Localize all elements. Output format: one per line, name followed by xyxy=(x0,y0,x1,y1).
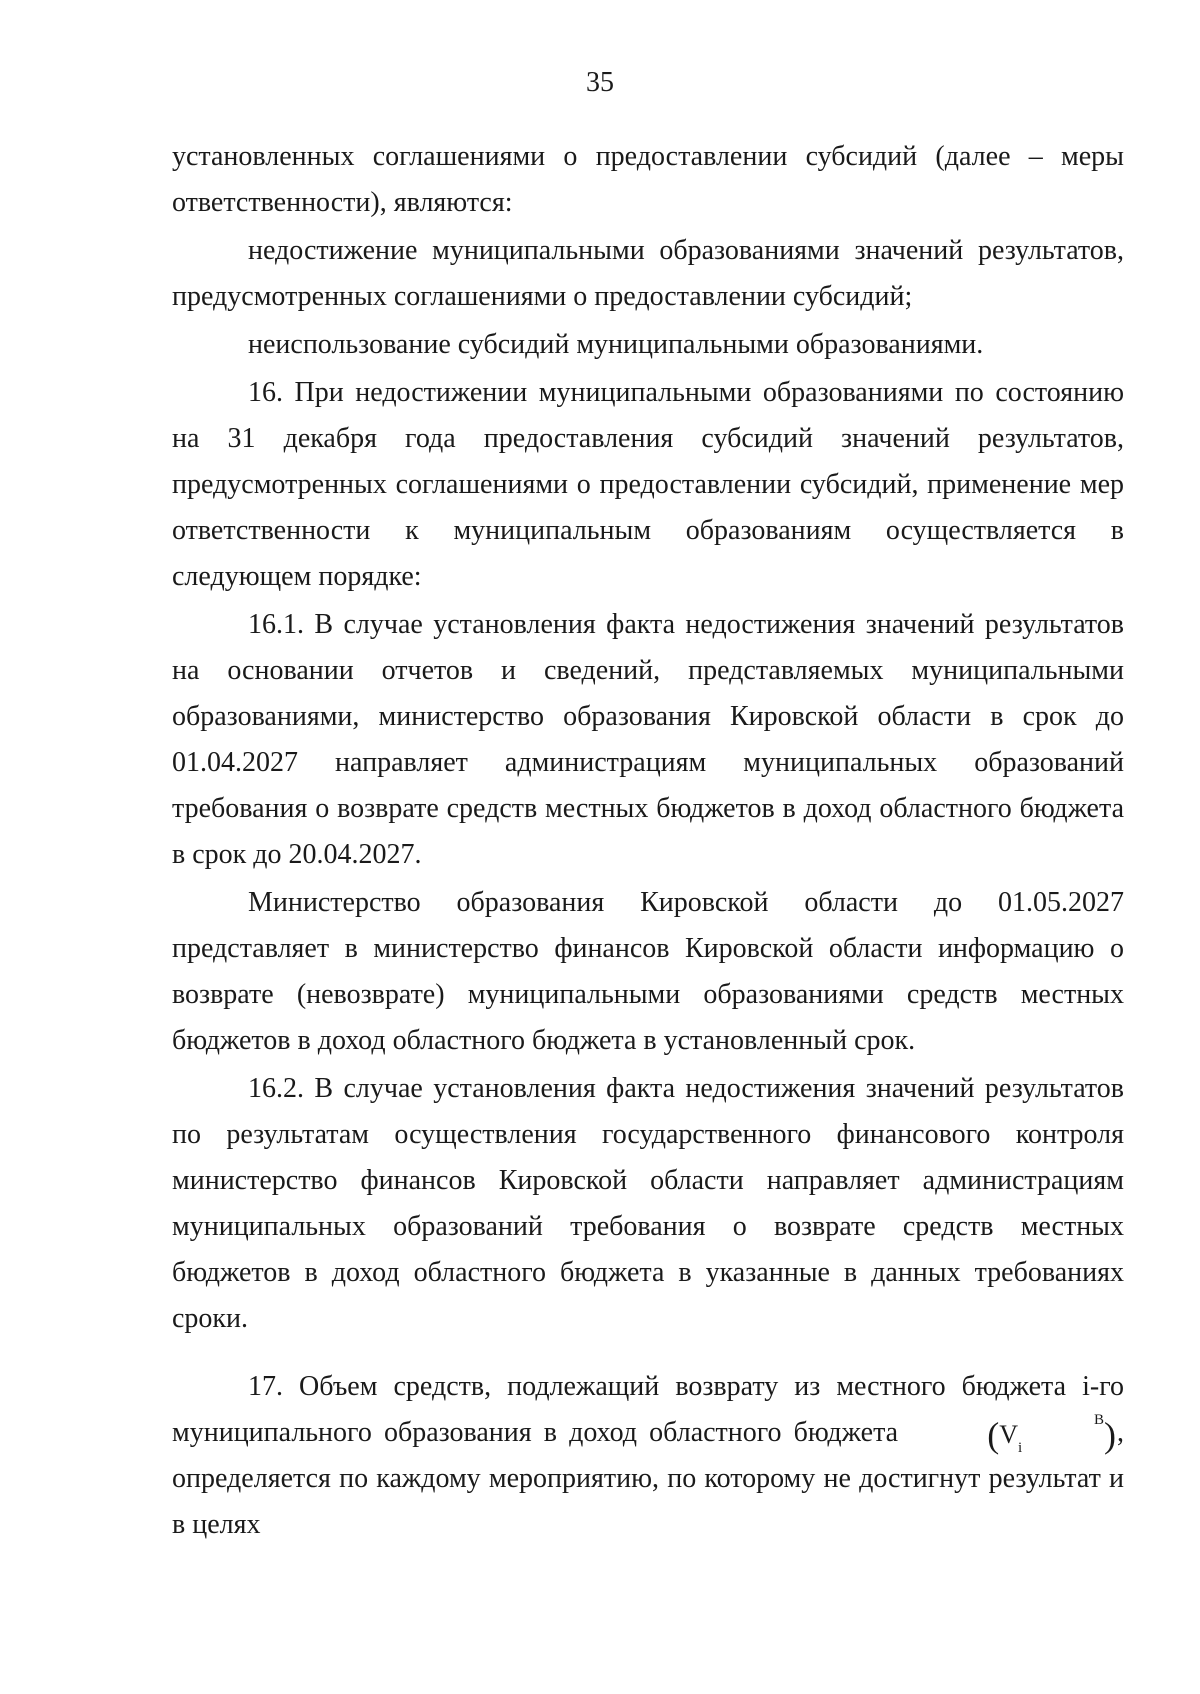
paragraph-16-1: 16.1. В случае установления факта недостижения значений результатов на основании отчетов и сведений, представляемых муниципальными образованиями, министерство образования Кировской области в срок до 01.04.2027 направляет администрациям муниципальных образований требования о возврате средств местных бюджетов в доход областного бюджета в срок до 20.04.2027. xyxy=(172,609,1124,870)
symbol-subscript: i xyxy=(1017,1440,1023,1457)
paragraph-17 xyxy=(172,1364,1124,1548)
paragraph-non-use: неиспользование субсидий муниципальными образованиями. xyxy=(248,329,984,360)
symbol-base: V xyxy=(999,1419,1018,1449)
paragraph-responsibility-measures: установленных соглашениями о предоставлении субсидий (далее – меры ответственности), являются: xyxy=(172,141,1124,218)
paragraph-17-text-end: , определяется по каждому мероприятию, по которому не достигнут результат и в целях xyxy=(172,1417,1124,1540)
paragraph-ministry-report: Министерство образования Кировской области до 01.05.2027 представляет в министерство финансов Кировской области информацию о возврате (невозврате) муниципальными образованиями средств местных бюджетов в доход областного бюджета в установленный срок. xyxy=(172,887,1124,1056)
document-body xyxy=(172,134,1124,1548)
symbol-superscript: В xyxy=(1093,1411,1104,1428)
paragraph-non-achievement: недостижение муниципальными образованиями значений результатов, предусмотренных соглашениями о предоставлении субсидий; xyxy=(172,235,1124,312)
paragraph-16: 16. При недостижении муниципальными образованиями по состоянию на 31 декабря года предоставления субсидий значений результатов, предусмотренных соглашениями о предоставлении субсидий, применение мер ответственности к муниципальным образованиям осуществляется в следующем порядке: xyxy=(172,377,1124,592)
paragraph-17-text-start: 17. Объем средств, подлежащий возврату из местного бюджета i-го муниципального образования в доход областного бюджета xyxy=(172,1371,1124,1448)
refund-volume-symbol: (V $^В$ $_i$ ) xyxy=(987,1411,1116,1457)
page-number: 35 xyxy=(586,67,614,98)
paragraph-16-2: 16.2. В случае установления факта недостижения значений результатов по результатам осуществления государственного финансового контроля министерство финансов Кировской области направляет администрациям муниципальных образований требования о возврате средств местных бюджетов в доход областного бюджета в указанные в данных требованиях сроки. xyxy=(172,1073,1124,1334)
